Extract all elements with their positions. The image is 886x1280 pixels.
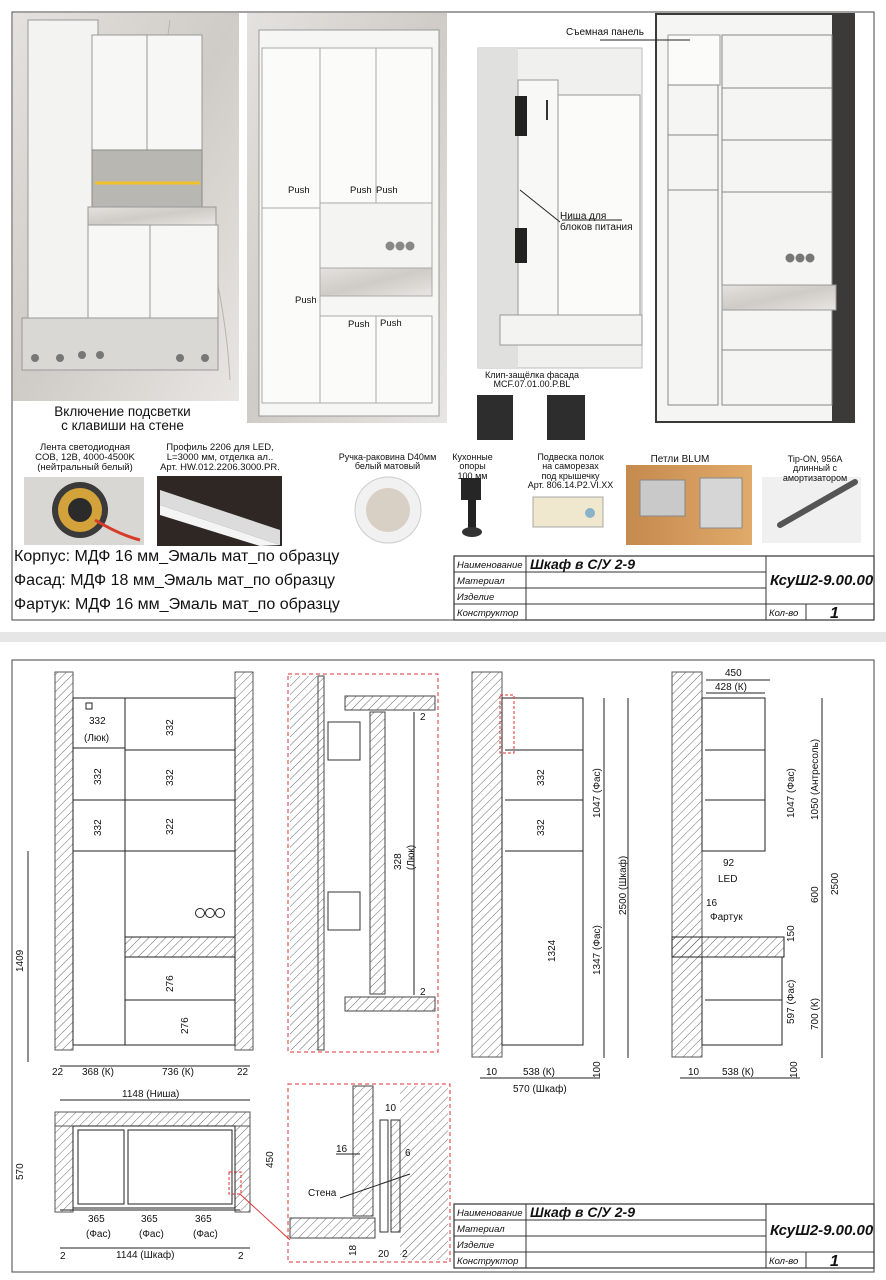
detail-dim-2-bottom: 2	[420, 987, 426, 998]
tb2-qty-label: Кол-во	[769, 1256, 799, 1267]
handle-caption: Ручка-раковина D40мм белый матовый	[338, 452, 437, 472]
right-dim-538: 538 (К)	[722, 1067, 754, 1078]
plan-dim-365-c: 365	[195, 1214, 212, 1225]
plan-dim-365-a: 365	[88, 1214, 105, 1225]
plan-dim-1144: 1144 (Шкаф)	[116, 1250, 175, 1261]
tb1-row-0: Наименование	[457, 560, 523, 571]
led-caption: Лента светодиодная COB, 12В, 4000-4500K (нейтральный белый)	[35, 442, 135, 473]
plan-fas-b: (Фас)	[139, 1229, 164, 1240]
tipon-caption: Tip-ON, 956A длинный с амортизатором	[782, 454, 848, 483]
front-dim-368: 368 (К)	[82, 1067, 114, 1078]
right-dim-16: 16	[706, 898, 718, 909]
plan-dim-570: 570	[15, 1163, 26, 1180]
plan-dim-2-left: 2	[60, 1251, 66, 1262]
hanger-caption: Подвеска полок на саморезах под крышечку Арт. 806.14.P2.VI.XX	[527, 452, 614, 491]
photo-hinges	[626, 465, 752, 545]
right-led: LED	[718, 874, 738, 885]
side-dim-10: 10	[486, 1067, 498, 1078]
front-dim-1148: 1148 (Ниша)	[122, 1089, 180, 1100]
front-dim-276-a: 276	[165, 975, 176, 992]
material-apron: Фартук: МДФ 16 мм_Эмаль мат_по образцу	[14, 596, 340, 613]
front-dim-332-b: 332	[93, 819, 104, 836]
right-dim-600: 600	[810, 886, 821, 903]
pdetail-dim-2: 2	[402, 1249, 408, 1260]
front-dim-332-lyuk: 332	[89, 716, 106, 727]
photo-led-strip	[24, 477, 144, 545]
detail-lyuk: (Люк)	[406, 844, 417, 870]
plan-dim-450: 450	[265, 1151, 276, 1168]
right-dim-450: 450	[725, 668, 742, 679]
pdetail-dim-16: 16	[336, 1144, 348, 1155]
render-clip-detail	[478, 48, 642, 368]
side-dim-570: 570 (Шкаф)	[513, 1084, 567, 1095]
right-dim-150: 150	[786, 925, 797, 942]
front-dim-332-a: 332	[93, 768, 104, 785]
front-dim-276-b: 276	[180, 1017, 191, 1034]
front-dim-736: 736 (К)	[162, 1067, 194, 1078]
removable-panel-label: Съемная панель	[566, 27, 644, 38]
plan-dim-2-right: 2	[238, 1251, 244, 1262]
right-dim-428: 428 (К)	[715, 682, 747, 693]
tb2-row-3: Конструктор	[457, 1256, 519, 1267]
pdetail-dim-6: 6	[405, 1148, 411, 1159]
right-dim-1047: 1047 (Фас)	[786, 768, 797, 818]
light-caption: Включение подсветки с клавиши на стене	[54, 404, 191, 434]
plan-dim-365-b: 365	[141, 1214, 158, 1225]
tb1-title: Шкаф в С/У 2-9	[530, 556, 635, 572]
plan-fas-c: (Фас)	[193, 1229, 218, 1240]
pdetail-dim-10: 10	[385, 1103, 397, 1114]
photo-profile	[157, 476, 282, 546]
front-lyuk: (Люк)	[84, 733, 110, 744]
tb2-title: Шкаф в С/У 2-9	[530, 1204, 635, 1220]
side-dim-1047: 1047 (Фас)	[592, 768, 603, 818]
tb2-row-1: Материал	[457, 1224, 505, 1235]
plan-fas-a: (Фас)	[86, 1229, 111, 1240]
clip-caption: Клип-защёлка фасада MCF.07.01.00.P.BL	[485, 370, 579, 390]
front-dim-332-c: 332	[165, 719, 176, 736]
render-front-view	[247, 13, 447, 423]
pdetail-wall: Стена	[308, 1188, 337, 1199]
material-facade: Фасад: МДФ 18 мм_Эмаль мат_по образцу	[14, 572, 336, 589]
render-open-view	[655, 13, 855, 423]
sheet-divider	[0, 632, 886, 642]
right-dim-2500: 2500	[830, 872, 841, 895]
detail-dim-2-top: 2	[420, 712, 426, 723]
side-dim-538: 538 (К)	[523, 1067, 555, 1078]
side-dim-332-a: 332	[536, 769, 547, 786]
tb1-code: КсуШ2-9.00.00	[770, 572, 874, 589]
side-dim-1324: 1324	[547, 939, 558, 962]
side-dim-100: 100	[592, 1061, 603, 1078]
front-dim-1409: 1409	[15, 949, 26, 972]
tb2-qty: 1	[830, 1253, 839, 1270]
pdetail-dim-18: 18	[348, 1244, 359, 1256]
tb2-row-0: Наименование	[457, 1208, 523, 1219]
title-block-2	[454, 1204, 874, 1270]
tb1-row-3: Конструктор	[457, 608, 519, 619]
side-dim-1347: 1347 (Фас)	[592, 925, 603, 975]
legs-caption: Кухонные опоры 100 мм	[452, 452, 493, 481]
side-dim-332-b: 332	[536, 819, 547, 836]
photo-hanger	[533, 497, 603, 527]
right-dim-1050: 1050 (Антресоль)	[810, 738, 821, 820]
right-dim-597: 597 (Фас)	[786, 979, 797, 1024]
right-dim-100: 100	[789, 1061, 800, 1078]
render-3d-view	[13, 13, 239, 401]
push-label-6: Push	[380, 318, 402, 329]
pdetail-dim-20: 20	[378, 1249, 390, 1260]
tb2-row-2: Изделие	[457, 1240, 495, 1251]
side-dim-2500: 2500 (Шкаф)	[618, 855, 629, 915]
tb1-row-2: Изделие	[457, 592, 495, 603]
tb2-code: КсуШ2-9.00.00	[770, 1222, 874, 1239]
push-label-4: Push	[295, 295, 317, 306]
photo-handle	[355, 477, 421, 543]
push-label-1: Push	[288, 185, 310, 196]
photo-tipon	[762, 477, 861, 543]
niche-label: Ниша для блоков питания	[560, 211, 633, 233]
right-apron: Фартук	[710, 912, 743, 923]
hinges-caption: Петли BLUM	[650, 454, 710, 465]
tb1-row-1: Материал	[457, 576, 505, 587]
push-label-3: Push	[376, 185, 398, 196]
right-dim-700: 700 (К)	[810, 998, 821, 1030]
right-dim-10: 10	[688, 1067, 700, 1078]
front-dim-22-left: 22	[52, 1067, 64, 1078]
push-label-2: Push	[350, 185, 372, 196]
detail-dim-328: 328	[393, 853, 404, 870]
profile-caption: Профиль 2206 для LED, L=3000 мм, отделка ал.. Арт. HW.012.2206.3000.PR.	[160, 442, 280, 473]
right-dim-92: 92	[723, 858, 735, 869]
push-label-5: Push	[348, 319, 370, 330]
front-dim-322: 322	[165, 818, 176, 835]
front-dim-22-right: 22	[237, 1067, 249, 1078]
tb1-qty-label: Кол-во	[769, 608, 799, 619]
title-block-1	[454, 556, 874, 622]
tb1-qty: 1	[830, 605, 839, 622]
front-dim-332-d: 332	[165, 769, 176, 786]
material-body: Корпус: МДФ 16 мм_Эмаль мат_по образцу	[14, 548, 340, 565]
